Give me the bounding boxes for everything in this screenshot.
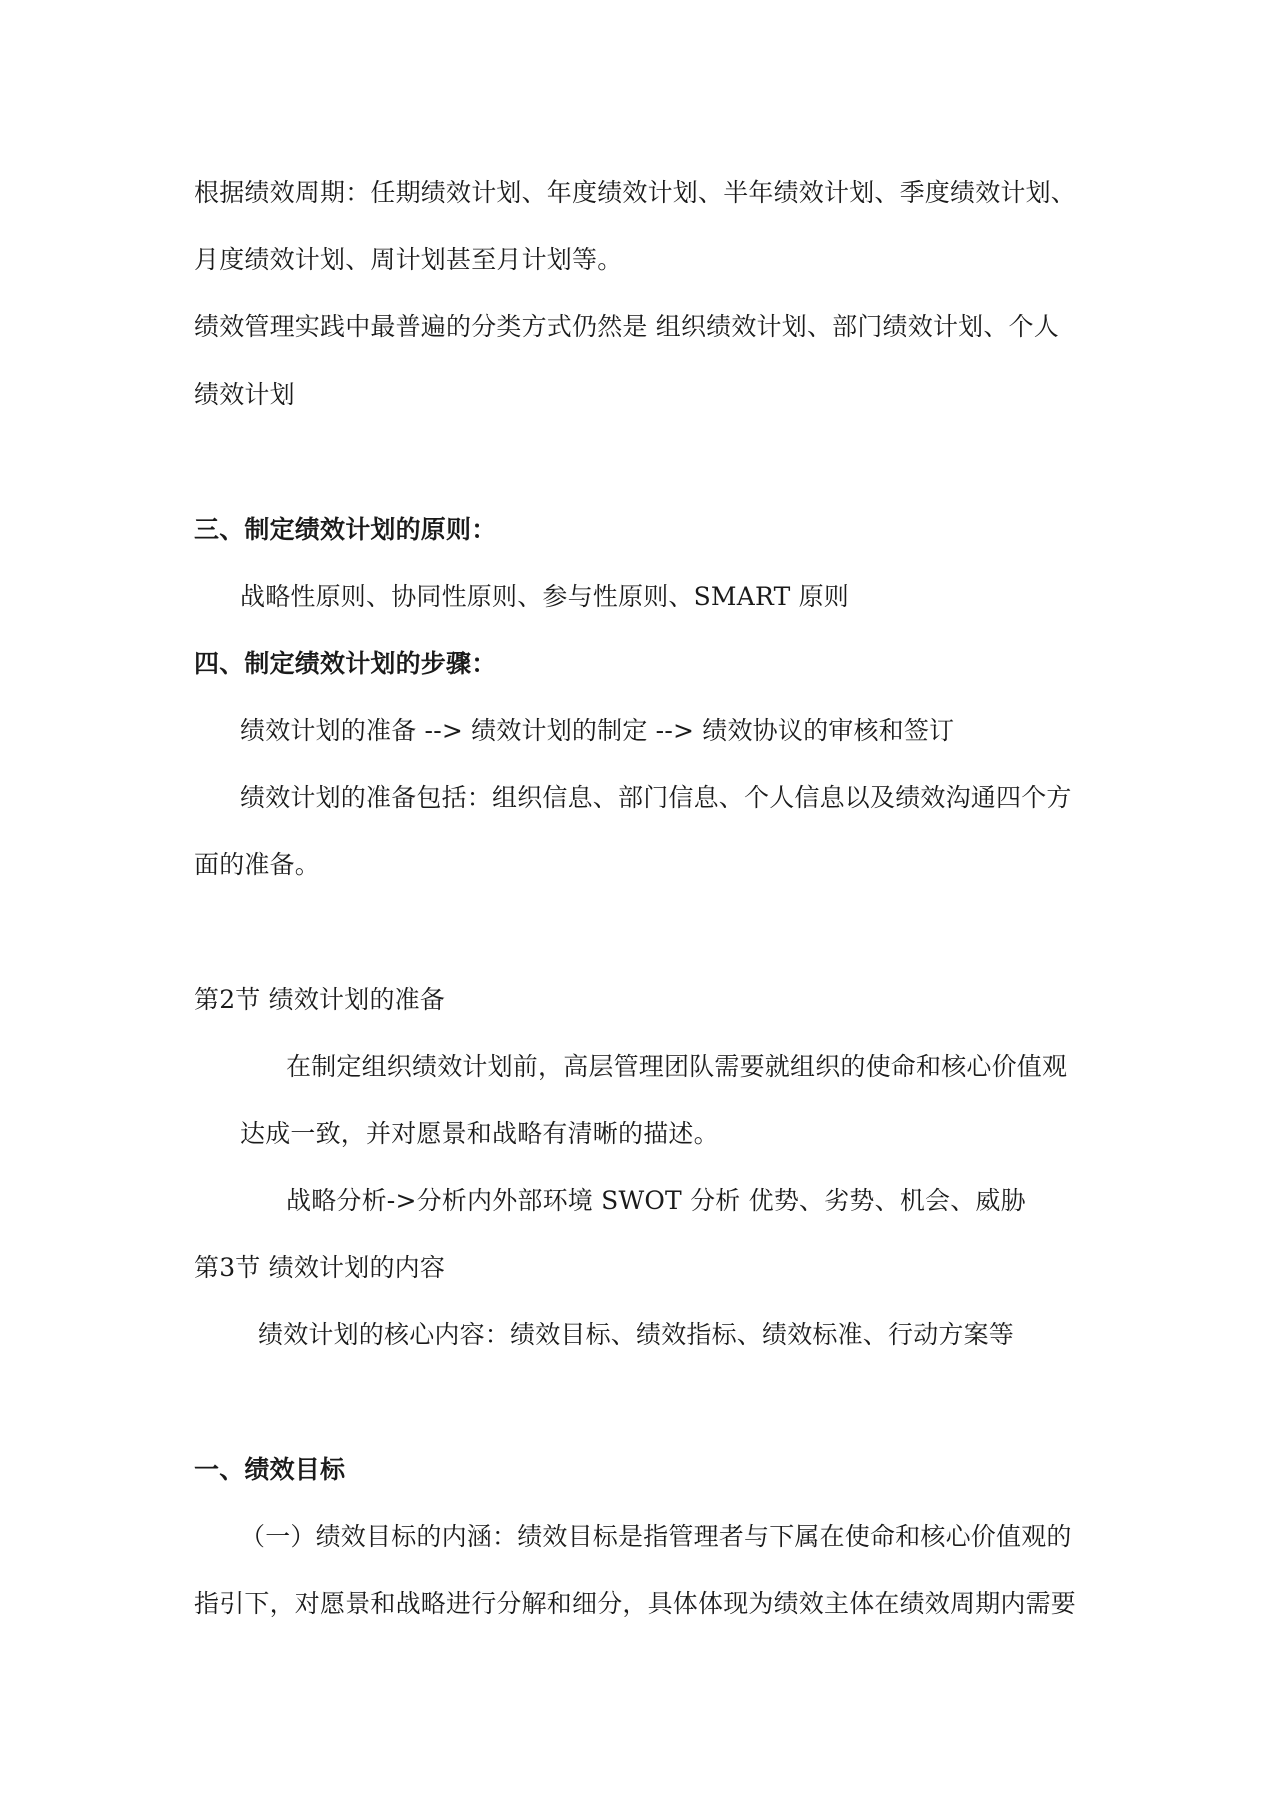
section-goals-heading: 一、绩效目标 <box>194 1455 346 1484</box>
section-goals-connotation-line-2: 指引下，对愿景和战略进行分解和细分，具体体现为绩效主体在绩效周期内需要 <box>194 1589 1077 1618</box>
paragraph-period-classification-line-2: 月度绩效计划、周计划甚至月计划等。 <box>194 245 623 274</box>
section-three-principles: 战略性原则、协同性原则、参与性原则、SMART 原则 <box>240 582 849 611</box>
paragraph-common-classification-line-2: 绩效计划 <box>194 380 295 409</box>
paragraph-common-classification-line-1: 绩效管理实践中最普遍的分类方式仍然是 组织绩效计划、部门绩效计划、个人 <box>194 312 1059 341</box>
chapter-3-title: 第3节 绩效计划的内容 <box>194 1253 446 1282</box>
chapter-2-body-line-2: 达成一致，并对愿景和战略有清晰的描述。 <box>240 1119 719 1148</box>
section-four-heading: 四、制定绩效计划的步骤： <box>194 649 497 678</box>
chapter-3-core-content: 绩效计划的核心内容：绩效目标、绩效指标、绩效标准、行动方案等 <box>258 1320 1015 1349</box>
section-goals-connotation-line-1: （一）绩效目标的内涵：绩效目标是指管理者与下属在使命和核心价值观的 <box>240 1522 1072 1551</box>
chapter-2-strategy-analysis: 战略分析->分析内外部环境 SWOT 分析 优势、劣势、机会、威胁 <box>286 1186 1026 1215</box>
chapter-2-title: 第2节 绩效计划的准备 <box>194 985 446 1014</box>
paragraph-period-classification-line-1: 根据绩效周期：任期绩效计划、年度绩效计划、半年绩效计划、季度绩效计划、 <box>194 178 1077 207</box>
section-four-prep-line-2: 面的准备。 <box>194 850 321 879</box>
section-four-prep-line-1: 绩效计划的准备包括：组织信息、部门信息、个人信息以及绩效沟通四个方 <box>240 783 1072 812</box>
section-three-heading: 三、制定绩效计划的原则： <box>194 515 497 544</box>
chapter-2-body-line-1: 在制定组织绩效计划前，高层管理团队需要就组织的使命和核心价值观 <box>286 1052 1068 1081</box>
section-four-steps: 绩效计划的准备 --> 绩效计划的制定 --> 绩效协议的审核和签订 <box>240 716 955 745</box>
